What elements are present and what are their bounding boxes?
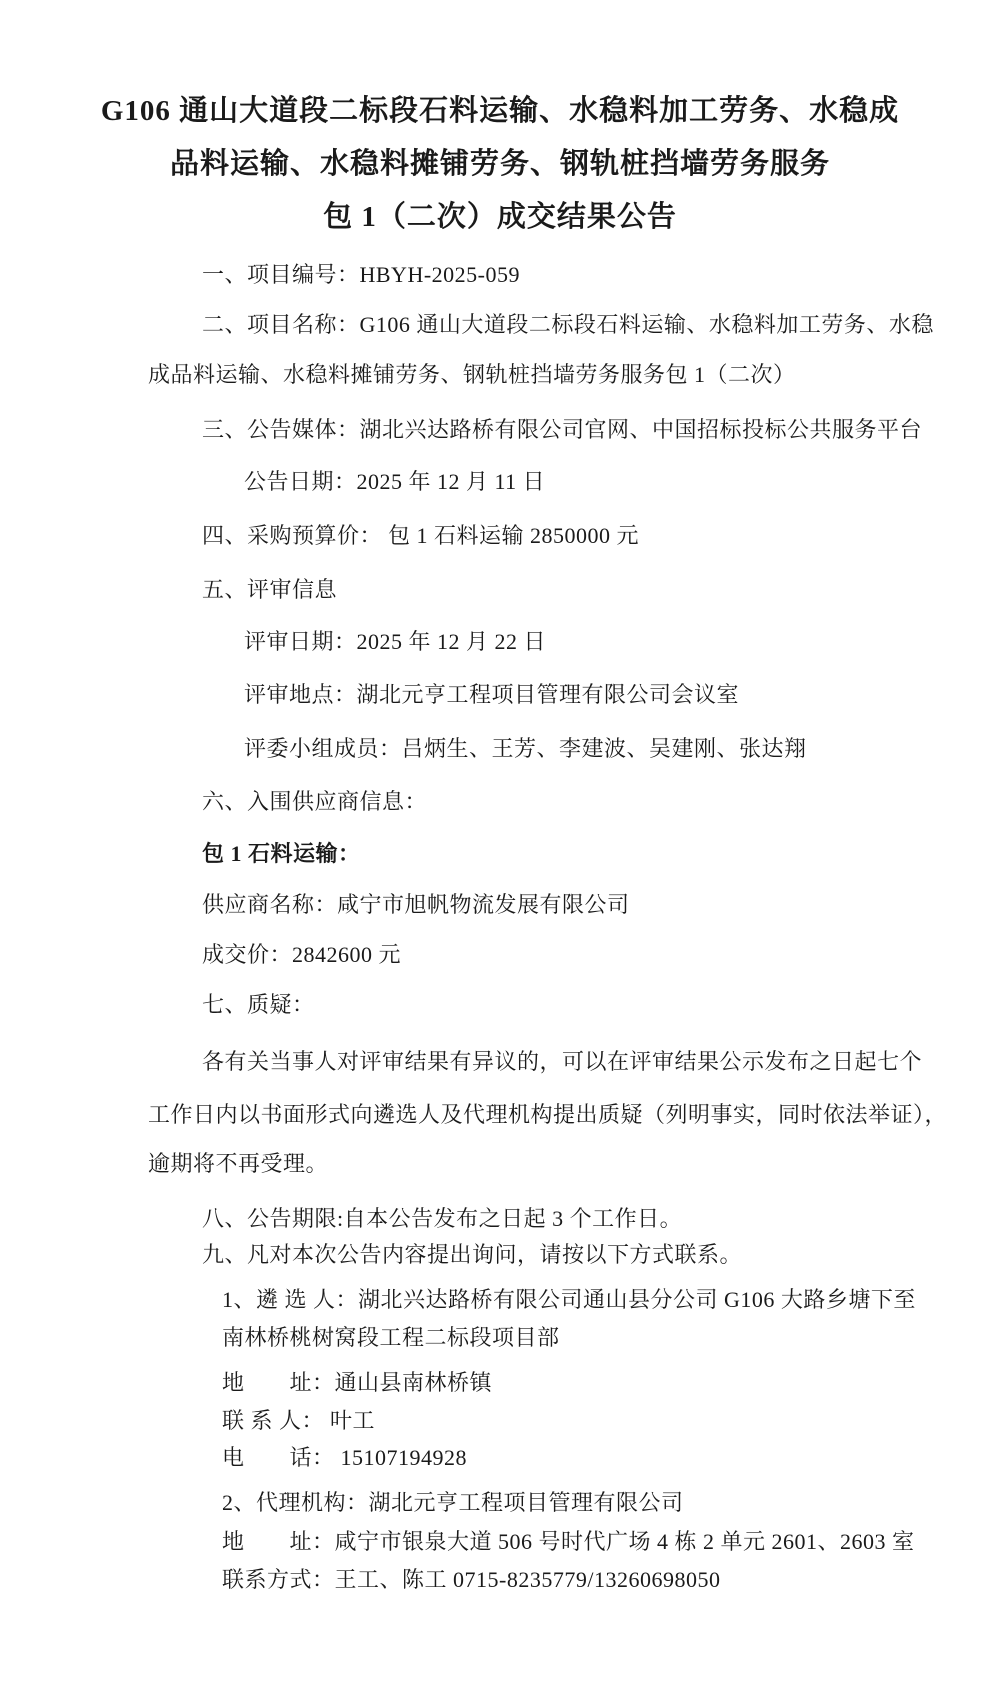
announcement-media-line: 三、公告媒体：湖北兴达路桥有限公司官网、中国招标投标公共服务平台 <box>202 417 923 442</box>
announcement-date-line: 公告日期：2025 年 12 月 11 日 <box>244 469 546 494</box>
package-1-label: 包 1 石料运输： <box>202 841 361 866</box>
document-title-line-1: G106 通山大道段二标段石料运输、水稳料加工劳务、水稳成 <box>100 95 900 127</box>
agency-contact-line: 联系方式：王工、陈工 0715-8235779/13260698050 <box>222 1567 721 1592</box>
shortlisted-supplier-heading: 六、入围供应商信息： <box>202 789 428 814</box>
review-date-line: 评审日期：2025 年 12 月 22 日 <box>244 629 547 654</box>
review-location-line: 评审地点：湖北元亨工程项目管理有限公司会议室 <box>244 682 740 707</box>
document-title-line-2: 品料运输、水稳料摊铺劳务、钢轨桩挡墙劳务服务 <box>169 148 830 180</box>
agency-name-line: 2、代理机构：湖北元亨工程项目管理有限公司 <box>222 1490 684 1515</box>
inquiry-contact-heading: 九、凡对本次公告内容提出询问，请按以下方式联系。 <box>202 1242 743 1267</box>
selector-contact-person-line: 联 系 人： 叶工 <box>222 1408 376 1433</box>
review-info-heading: 五、评审信息 <box>202 577 338 602</box>
review-committee-line: 评委小组成员：吕炳生、王芳、李建波、吴建刚、张达翔 <box>244 736 807 761</box>
objection-heading: 七、质疑： <box>202 992 315 1017</box>
selector-name-line: 1、遴 选 人：湖北兴达路桥有限公司通山县分公司 G106 大路乡塘下至 <box>222 1287 916 1312</box>
project-name-continuation: 成品料运输、水稳料摊铺劳务、钢轨桩挡墙劳务服务包 1（二次） <box>148 362 796 387</box>
agency-address-line: 地 址：咸宁市银泉大道 506 号时代广场 4 栋 2 单元 2601、2603 室 <box>222 1529 915 1554</box>
project-number-line: 一、项目编号：HBYH-2025-059 <box>202 262 520 287</box>
document-title-line-3: 包 1（二次）成交结果公告 <box>323 201 677 233</box>
selector-name-continuation: 南林桥桃树窝段工程二标段项目部 <box>222 1325 560 1350</box>
project-name-line: 二、项目名称：G106 通山大道段二标段石料运输、水稳料加工劳务、水稳 <box>202 312 934 337</box>
objection-paragraph-line-2: 工作日内以书面形式向遴选人及代理机构提出质疑（列明事实，同时依法举证）， <box>148 1102 948 1127</box>
selector-phone-line: 电 话： 15107194928 <box>222 1445 468 1470</box>
announcement-period-line: 八、公告期限:自本公告发布之日起 3 个工作日。 <box>202 1206 683 1231</box>
supplier-name-line: 供应商名称：咸宁市旭帆物流发展有限公司 <box>202 892 630 917</box>
selector-address-line: 地 址：通山县南林桥镇 <box>222 1370 493 1395</box>
objection-paragraph-line-1: 各有关当事人对评审结果有异议的，可以在评审结果公示发布之日起七个 <box>202 1049 923 1074</box>
objection-paragraph-line-3: 逾期将不再受理。 <box>148 1151 329 1176</box>
deal-price-line: 成交价：2842600 元 <box>202 942 402 967</box>
budget-price-line: 四、采购预算价： 包 1 石料运输 2850000 元 <box>202 523 640 548</box>
